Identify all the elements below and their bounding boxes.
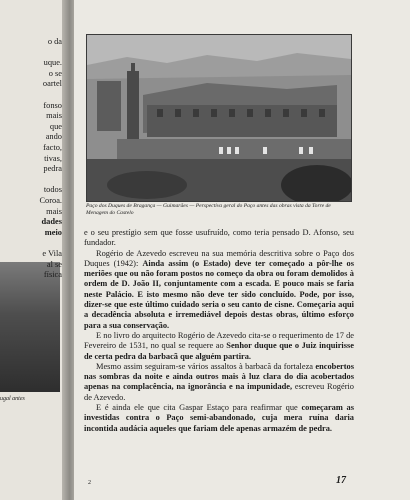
left-page-fragment: todos bbox=[43, 185, 62, 195]
left-photo-caption: ugal antes bbox=[0, 396, 25, 402]
paragraph-text: escreveu Rogério de Azevedo. bbox=[84, 382, 354, 402]
left-page-photo bbox=[0, 259, 62, 392]
bold-quote: Senhor duque que o Juiz inquirisse de certa pedra da barbacã que alguém partira. bbox=[84, 341, 354, 361]
photo-caption: Paço dos Duques de Bragança — Guimarães — Perspectiva geral do Paço antes das obras vista da Torre de Menagem do Castelo bbox=[86, 203, 331, 216]
palace-photo bbox=[86, 34, 352, 202]
bold-quote: encobertos nas sombras da noite e ainda outros mais à luz clara do dia acobertados apenas na complacência, na ignorância e na impunidade, bbox=[84, 361, 354, 392]
body-paragraph bbox=[84, 249, 354, 331]
left-page-fragment: al se bbox=[46, 259, 62, 269]
bold-quote: começaram as investidas contra o Paço semi-abandonado, cuja mera ruína daria incontida audácia aqueles que fariam dele apenas armazém de pedra. bbox=[84, 403, 354, 433]
paragraph-text: Mesmo assim seguiram-se vários assaltos à barbacã da fortaleza bbox=[96, 361, 316, 371]
bold-quote: Ainda assim (o Estado) deve ter começado a pôr-lhe os meriões que ou não foram postos no começo da obra ou foram demolidos à ordem de D. João II, conjuntamente com a escada. E pouco mais se faria neste Palácio. E isto mesmo não deve ter sido concluído. Pode, por isso, dizer-se que este último cuidado seria o seu canto de cisne. Começaria aqui a decadência absoluta e irremediável depois destas obras, último esforço para a sua conservação. bbox=[84, 258, 354, 330]
paragraph-text: E é ainda ele que cita Gaspar Estaço para reafirmar que bbox=[96, 403, 302, 413]
right-page bbox=[74, 0, 410, 500]
paragraph-text: E no livro do arquitecto Rogério de Azevedo cita-se o requerimento de 17 de Fevereiro de 1531, no qual se requere ao bbox=[84, 330, 354, 351]
left-page-fragment: pedra bbox=[43, 164, 62, 174]
left-page-fragment: oartel bbox=[42, 79, 62, 89]
page-number: 17 bbox=[336, 475, 346, 486]
left-page-fragment: meio bbox=[44, 227, 62, 237]
left-page-fragment: mais bbox=[46, 206, 62, 216]
left-page-fragment: física bbox=[43, 270, 62, 280]
left-page-fragment: ando bbox=[45, 132, 62, 142]
left-page-fragment: Coroa. bbox=[39, 196, 62, 205]
left-page-fragment: que bbox=[49, 121, 62, 131]
left-page-fragment: o se bbox=[48, 68, 62, 78]
body-paragraph bbox=[84, 403, 354, 434]
left-page-fragment: mais bbox=[46, 111, 62, 121]
body-paragraph bbox=[84, 228, 354, 249]
left-page-fragment: tivas, bbox=[44, 153, 62, 163]
left-page-fragment: dades bbox=[41, 217, 62, 227]
body-paragraph bbox=[84, 331, 354, 362]
bottom-mark: 2 bbox=[88, 480, 91, 486]
left-page bbox=[0, 0, 66, 500]
paragraph-text: Rogério de Azevedo escreveu na sua memória descritiva sobre o Paço dos Duques (1942): bbox=[84, 248, 354, 268]
left-page-fragment: o da bbox=[47, 37, 62, 46]
left-page-fragment: uque. bbox=[43, 58, 62, 68]
palace-photo-illustration bbox=[87, 35, 351, 201]
body-paragraph bbox=[84, 362, 354, 403]
left-page-fragment: e Vila bbox=[42, 249, 62, 258]
body-text bbox=[84, 228, 354, 434]
left-page-fragment: facto, bbox=[43, 143, 62, 152]
left-page-fragment: fonso bbox=[43, 100, 62, 110]
paragraph-text: e o seu prestígio sem que fosse usufruído, como teria pensado D. Afonso, seu fundador. bbox=[84, 228, 354, 248]
